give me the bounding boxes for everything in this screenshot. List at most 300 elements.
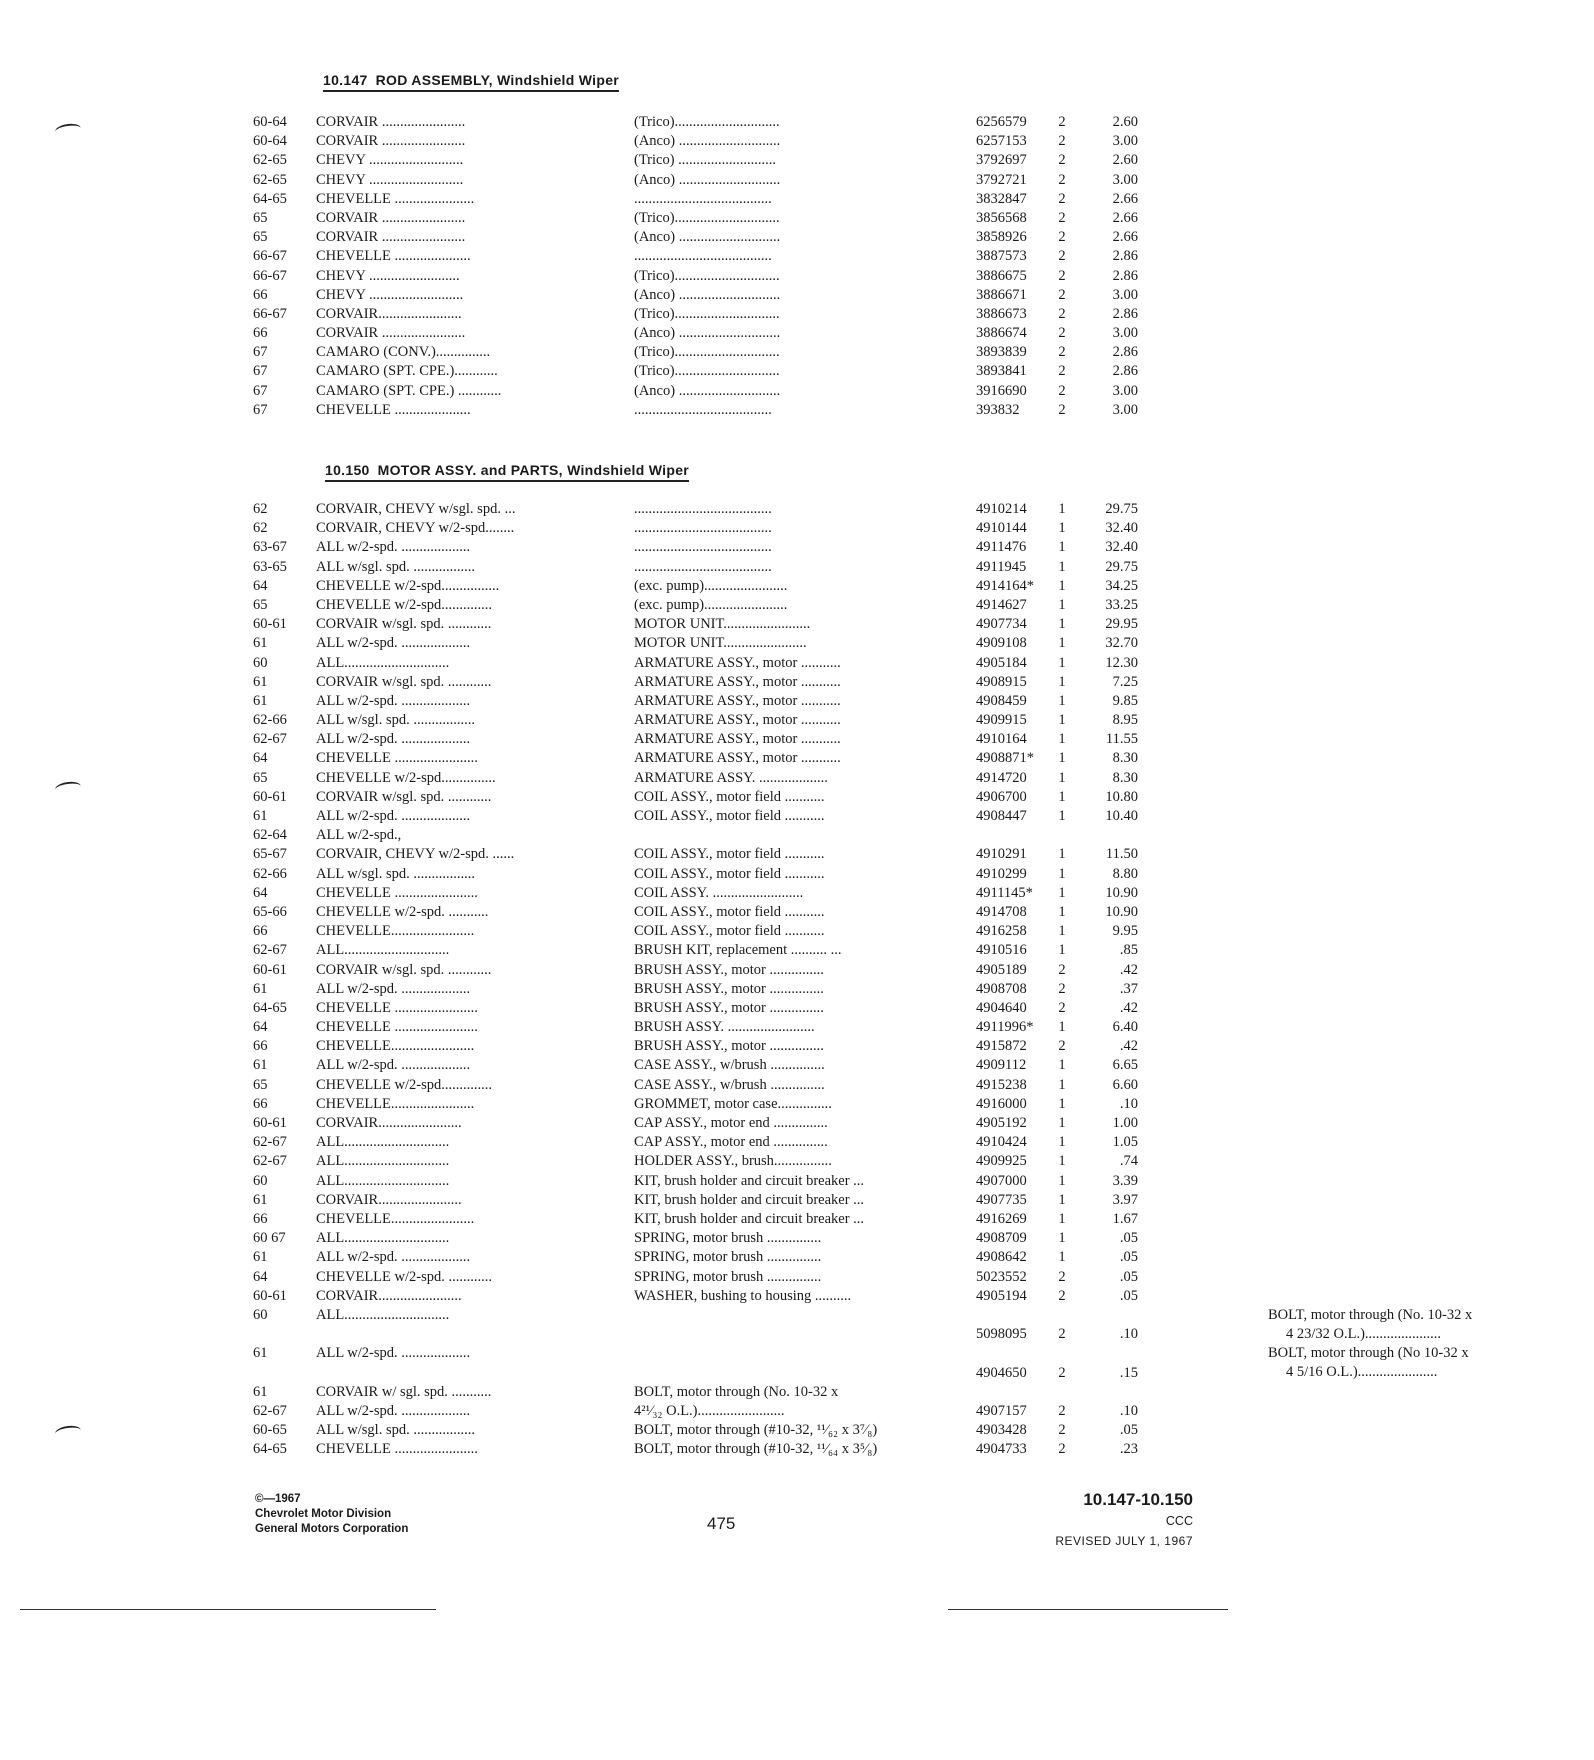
model-name: ALL w/sgl. spd. ................. xyxy=(316,558,475,575)
part-number: 3792721 xyxy=(976,171,1027,188)
part-number: 5098095 xyxy=(976,1326,1027,1343)
part-number: 393832 xyxy=(976,401,1020,418)
table-row xyxy=(0,1402,1248,1421)
price: 29.75 xyxy=(1105,558,1138,575)
part-number: 4909112 xyxy=(976,1057,1027,1074)
model-year: 65 xyxy=(253,209,268,226)
table-row xyxy=(0,267,1248,286)
part-number: 5023552 xyxy=(976,1268,1027,1285)
price: 3.00 xyxy=(1112,401,1138,418)
part-description: (Anco) ............................ xyxy=(634,133,781,150)
part-description: (Trico)............................. xyxy=(634,267,780,284)
price: .10 xyxy=(1119,1326,1138,1343)
price: 32.70 xyxy=(1105,635,1138,652)
model-name: CORVAIR ....................... xyxy=(316,229,466,246)
model-name: CHEVELLE ...................... xyxy=(316,190,475,207)
part-description: (exc. pump)....................... xyxy=(634,596,788,613)
model-name: ALL............................. xyxy=(316,1230,450,1247)
table-row xyxy=(0,1172,1248,1191)
section-title-rod-assembly xyxy=(323,72,619,92)
model-name: CHEVELLE....................... xyxy=(316,1095,475,1112)
price: .37 xyxy=(1119,980,1138,997)
part-description: BOLT, motor through (#10-32, ¹¹⁄₆₄ x 3⁵⁄₈) xyxy=(634,1441,878,1458)
quantity: 1 xyxy=(1058,558,1066,575)
part-description: BRUSH ASSY., motor ............... xyxy=(634,1038,824,1055)
quantity: 1 xyxy=(1058,673,1066,690)
part-number: 4911145* xyxy=(976,884,1033,901)
model-name: CHEVELLE w/2-spd.............. xyxy=(316,1076,492,1093)
part-description: (exc. pump)....................... xyxy=(634,577,788,594)
table-row xyxy=(0,1095,1248,1114)
model-year: 61 xyxy=(253,1345,268,1362)
model-year: 61 xyxy=(253,1383,268,1400)
model-name: CORVAIR....................... xyxy=(316,1115,462,1131)
model-name: CHEVELLE w/2-spd................ xyxy=(316,577,500,594)
quantity: 2 xyxy=(1058,1364,1066,1381)
model-year: 64-65 xyxy=(253,190,287,207)
table-row xyxy=(0,826,1248,845)
part-description: 4²¹⁄₃₂ O.L.)........................ xyxy=(634,1402,785,1419)
part-description: GROMMET, motor case............... xyxy=(634,1095,832,1112)
part-number: 4908709 xyxy=(976,1230,1027,1247)
model-year: 62-67 xyxy=(253,1402,287,1419)
model-name: CORVAIR, CHEVY w/2-spd. ...... xyxy=(316,846,515,863)
table-row xyxy=(0,286,1248,305)
part-number: 3858926 xyxy=(976,229,1027,246)
table-row xyxy=(0,1152,1248,1171)
part-description: (Trico) ........................... xyxy=(634,152,777,169)
price: .42 xyxy=(1119,999,1138,1016)
model-name: CORVAIR....................... xyxy=(316,1191,462,1208)
model-name: CORVAIR....................... xyxy=(316,1287,462,1304)
quantity: 1 xyxy=(1058,1134,1066,1151)
price: 2.86 xyxy=(1112,248,1138,265)
part-description: WASHER, bushing to housing .......... xyxy=(634,1287,852,1304)
price: .05 xyxy=(1119,1230,1138,1247)
price: 1.67 xyxy=(1112,1210,1138,1227)
model-year: 62-67 xyxy=(253,731,287,748)
part-description: COIL ASSY., motor field ........... xyxy=(634,865,825,882)
table-row xyxy=(0,999,1248,1018)
price: 3.97 xyxy=(1112,1191,1138,1208)
description-line: 4 5/16 O.L.)...................... xyxy=(1286,1364,1438,1381)
part-description: ...................................... xyxy=(634,190,772,207)
part-description: ...................................... xyxy=(634,501,772,517)
quantity: 2 xyxy=(1058,344,1066,361)
model-name: CHEVELLE ....................... xyxy=(316,884,478,901)
part-number: 3792697 xyxy=(976,152,1027,169)
quantity: 2 xyxy=(1058,1326,1066,1343)
part-description: (Trico)............................. xyxy=(634,209,780,226)
quantity: 2 xyxy=(1058,1441,1066,1458)
table-row xyxy=(0,788,1248,807)
part-number: 4914720 xyxy=(976,769,1027,786)
model-year: 62-65 xyxy=(253,152,287,169)
table-row xyxy=(0,343,1248,362)
model-name: CHEVELLE....................... xyxy=(316,923,475,940)
part-description: COIL ASSY., motor field ........... xyxy=(634,788,825,805)
model-year: 60-64 xyxy=(253,133,287,150)
price: 1.00 xyxy=(1112,1115,1138,1131)
table-row xyxy=(0,749,1248,768)
price: .42 xyxy=(1119,1038,1138,1055)
part-number: 6257153 xyxy=(976,133,1027,150)
table-row xyxy=(0,961,1248,980)
price: 3.00 xyxy=(1112,325,1138,342)
quantity: 1 xyxy=(1058,865,1066,882)
part-description: KIT, brush holder and circuit breaker ... xyxy=(634,1172,865,1189)
part-description: BOLT, motor through (#10-32, ¹¹⁄₆₂ x 3⁷⁄₈) xyxy=(634,1422,878,1438)
price: 2.86 xyxy=(1112,363,1138,380)
table-row xyxy=(0,807,1248,826)
part-description: COIL ASSY., motor field ........... xyxy=(634,923,825,940)
quantity: 2 xyxy=(1058,325,1066,342)
part-description: CAP ASSY., motor end ............... xyxy=(634,1134,828,1151)
quantity: 1 xyxy=(1058,942,1066,959)
quantity: 2 xyxy=(1058,363,1066,380)
part-description: ARMATURE ASSY., motor ........... xyxy=(634,750,841,767)
model-name: CHEVY .......................... xyxy=(316,171,464,188)
revision-date: REVISED JULY 1, 1967 xyxy=(1055,1534,1193,1548)
model-year: 63-67 xyxy=(253,539,287,556)
section-number: 10.150 xyxy=(325,462,370,478)
quantity: 2 xyxy=(1058,401,1066,418)
part-description: ARMATURE ASSY. ................... xyxy=(634,769,828,786)
model-name: ALL............................. xyxy=(316,942,450,959)
part-description xyxy=(1268,1306,1594,1344)
model-year: 62-67 xyxy=(253,1153,287,1170)
part-description: BRUSH KIT, replacement .......... ... xyxy=(634,942,842,959)
model-year: 65-66 xyxy=(253,903,287,920)
quantity: 1 xyxy=(1058,1230,1066,1247)
table-row xyxy=(0,190,1248,209)
catalog-code: CCC xyxy=(1165,1514,1193,1528)
part-number: 3832847 xyxy=(976,190,1027,207)
model-name: CORVAIR w/sgl. spd. ............ xyxy=(316,673,492,690)
table-row xyxy=(0,1306,1473,1344)
model-year: 66 xyxy=(253,1095,268,1112)
part-description xyxy=(1268,1344,1594,1382)
model-name: CAMARO (SPT. CPE.)............ xyxy=(316,363,498,380)
price: 3.00 xyxy=(1112,171,1138,188)
table-row xyxy=(0,903,1248,922)
model-year: 62 xyxy=(253,520,268,537)
quantity: 1 xyxy=(1058,808,1066,824)
quantity: 1 xyxy=(1058,501,1066,517)
table-row xyxy=(0,171,1248,190)
model-name: CORVAIR ....................... xyxy=(316,209,466,226)
model-year: 64 xyxy=(253,1019,268,1036)
quantity: 1 xyxy=(1058,692,1066,709)
part-description: ...................................... xyxy=(634,520,772,537)
table-row xyxy=(0,401,1248,420)
part-number: 3893841 xyxy=(976,363,1027,380)
model-name: CORVAIR w/ sgl. spd. ........... xyxy=(316,1383,492,1400)
model-year: 60-64 xyxy=(253,114,287,130)
part-description: COIL ASSY. ......................... xyxy=(634,884,804,901)
part-number: 4904650 xyxy=(976,1364,1027,1381)
model-year: 66 xyxy=(253,325,268,342)
table-row xyxy=(0,1037,1248,1056)
table-row xyxy=(0,1383,1248,1402)
model-year: 64-65 xyxy=(253,999,287,1016)
quantity: 2 xyxy=(1058,114,1066,130)
table-row xyxy=(0,324,1248,343)
model-name: CORVAIR ....................... xyxy=(316,114,466,130)
part-number: 4905184 xyxy=(976,654,1027,671)
part-number: 4910424 xyxy=(976,1134,1027,1151)
price: 10.80 xyxy=(1105,788,1138,805)
quantity: 1 xyxy=(1058,712,1066,729)
part-number: 4916269 xyxy=(976,1210,1027,1227)
part-number: 4905189 xyxy=(976,961,1027,978)
table-row xyxy=(0,1210,1248,1229)
price: 10.40 xyxy=(1105,808,1138,824)
part-number: 4908708 xyxy=(976,980,1027,997)
part-number: 4909925 xyxy=(976,1153,1027,1170)
quantity: 1 xyxy=(1058,788,1066,805)
part-description: (Trico)............................. xyxy=(634,114,780,130)
model-year: 67 xyxy=(253,344,268,361)
model-year: 63-65 xyxy=(253,558,287,575)
price: 8.30 xyxy=(1112,769,1138,786)
model-year: 67 xyxy=(253,401,268,418)
part-description: BRUSH ASSY., motor ............... xyxy=(634,999,824,1016)
model-year: 64-65 xyxy=(253,1441,287,1458)
model-name: CHEVELLE w/2-spd............... xyxy=(316,769,496,786)
price: 8.80 xyxy=(1112,865,1138,882)
quantity: 1 xyxy=(1058,1210,1066,1227)
part-number: 4914164* xyxy=(976,577,1034,594)
model-name: CORVAIR, CHEVY w/2-spd........ xyxy=(316,520,515,537)
quantity: 1 xyxy=(1058,1095,1066,1112)
quantity: 2 xyxy=(1058,382,1066,399)
quantity: 1 xyxy=(1058,1172,1066,1189)
part-description: ARMATURE ASSY., motor ........... xyxy=(634,673,841,690)
model-name: ALL w/2-spd. ................... xyxy=(316,1345,471,1362)
model-year: 60-61 xyxy=(253,788,287,805)
part-number: 4911945 xyxy=(976,558,1027,575)
quantity: 2 xyxy=(1058,1287,1066,1304)
part-number: 3887573 xyxy=(976,248,1027,265)
part-description: CASE ASSY., w/brush ............... xyxy=(634,1057,825,1074)
model-name: CORVAIR w/sgl. spd. ............ xyxy=(316,788,492,805)
quantity: 2 xyxy=(1058,286,1066,303)
table-row xyxy=(0,615,1248,634)
quantity: 1 xyxy=(1058,846,1066,863)
model-name: CHEVY .......................... xyxy=(316,152,464,169)
price: .05 xyxy=(1119,1422,1138,1438)
price: .10 xyxy=(1119,1402,1138,1419)
price: .05 xyxy=(1119,1287,1138,1304)
table-row xyxy=(0,538,1248,557)
part-description: (Anco) ............................ xyxy=(634,171,781,188)
quantity: 1 xyxy=(1058,731,1066,748)
table-row xyxy=(0,1344,1469,1382)
model-name: ALL w/2-spd., xyxy=(316,827,402,844)
quantity: 2 xyxy=(1058,1038,1066,1055)
model-year: 65-67 xyxy=(253,846,287,863)
quantity: 1 xyxy=(1058,654,1066,671)
price: 8.30 xyxy=(1112,750,1138,767)
quantity: 1 xyxy=(1058,577,1066,594)
table-row xyxy=(0,151,1248,170)
model-year: 62-67 xyxy=(253,1134,287,1151)
part-description: KIT, brush holder and circuit breaker ... xyxy=(634,1210,865,1227)
part-description: ...................................... xyxy=(634,539,772,556)
model-name: CHEVELLE ....................... xyxy=(316,750,478,767)
model-name: CORVAIR....................... xyxy=(316,305,462,322)
description-line: BOLT, motor through (No. 10-32 x xyxy=(1268,1306,1473,1323)
part-number: 4908915 xyxy=(976,673,1027,690)
section-number: 10.147 xyxy=(323,72,368,88)
model-name: CHEVY ......................... xyxy=(316,267,460,284)
price: .74 xyxy=(1119,1153,1138,1170)
price: 8.95 xyxy=(1112,712,1138,729)
model-name: ALL w/2-spd. ................... xyxy=(316,1249,471,1266)
model-name: ALL w/2-spd. ................... xyxy=(316,539,471,556)
model-year: 67 xyxy=(253,382,268,399)
model-year: 66 xyxy=(253,923,268,940)
part-description: (Anco) ............................ xyxy=(634,229,781,246)
model-name: ALL w/2-spd. ................... xyxy=(316,731,471,748)
part-number: 4908871* xyxy=(976,750,1034,767)
part-description: SPRING, motor brush ............... xyxy=(634,1249,822,1266)
price: 12.30 xyxy=(1105,654,1138,671)
model-name: CHEVELLE ....................... xyxy=(316,1019,478,1036)
model-year: 66-67 xyxy=(253,248,287,265)
table-row xyxy=(0,1191,1248,1210)
part-number: 4905192 xyxy=(976,1115,1027,1131)
model-name: ALL w/2-spd. ................... xyxy=(316,1057,471,1074)
motor-assy-table xyxy=(0,500,1473,1459)
price: 7.25 xyxy=(1112,673,1138,690)
part-description: ...................................... xyxy=(634,248,772,265)
model-year: 62-66 xyxy=(253,865,287,882)
quantity: 1 xyxy=(1058,520,1066,537)
price: 29.95 xyxy=(1105,616,1138,633)
model-year: 64 xyxy=(253,1268,268,1285)
part-description: (Trico)............................. xyxy=(634,344,780,361)
quantity: 2 xyxy=(1058,999,1066,1016)
table-row xyxy=(0,500,1248,519)
quantity: 1 xyxy=(1058,1057,1066,1074)
quantity: 1 xyxy=(1058,1076,1066,1093)
model-year: 64 xyxy=(253,750,268,767)
quantity: 2 xyxy=(1058,980,1066,997)
model-year: 61 xyxy=(253,808,268,824)
table-row xyxy=(0,519,1248,538)
part-number: 4904733 xyxy=(976,1441,1027,1458)
model-name: CHEVELLE w/2-spd.............. xyxy=(316,596,492,613)
quantity: 2 xyxy=(1058,267,1066,284)
model-year: 61 xyxy=(253,673,268,690)
quantity: 2 xyxy=(1058,305,1066,322)
table-row xyxy=(0,1268,1248,1287)
part-description: CAP ASSY., motor end ............... xyxy=(634,1115,828,1131)
model-name: ALL w/2-spd. ................... xyxy=(316,980,471,997)
price: 10.90 xyxy=(1105,903,1138,920)
model-year: 60 67 xyxy=(253,1230,286,1247)
quantity: 2 xyxy=(1058,248,1066,265)
model-name: ALL w/2-spd. ................... xyxy=(316,1402,471,1419)
part-number: 3886671 xyxy=(976,286,1027,303)
table-row xyxy=(0,730,1248,749)
model-year: 64 xyxy=(253,884,268,901)
part-description: MOTOR UNIT........................ xyxy=(634,616,811,633)
price: 6.65 xyxy=(1112,1057,1138,1074)
quantity: 1 xyxy=(1058,923,1066,940)
part-number: 4908642 xyxy=(976,1249,1027,1266)
model-year: 66 xyxy=(253,1038,268,1055)
publisher-block xyxy=(255,1492,408,1537)
model-year: 65 xyxy=(253,769,268,786)
table-row xyxy=(0,247,1248,266)
part-number: 4908447 xyxy=(976,808,1027,824)
quantity: 1 xyxy=(1058,903,1066,920)
quantity: 1 xyxy=(1058,596,1066,613)
quantity: 1 xyxy=(1058,750,1066,767)
part-number: 3886673 xyxy=(976,305,1027,322)
model-year: 60-61 xyxy=(253,961,287,978)
quantity: 1 xyxy=(1058,769,1066,786)
section-range: 10.147-10.150 xyxy=(1083,1490,1193,1509)
part-description: SPRING, motor brush ............... xyxy=(634,1268,822,1285)
model-name: CHEVELLE ....................... xyxy=(316,1441,478,1458)
model-year: 67 xyxy=(253,363,268,380)
part-number: 3856568 xyxy=(976,209,1027,226)
model-year: 60-61 xyxy=(253,616,287,633)
part-description: (Anco) ............................ xyxy=(634,286,781,303)
price: 3.00 xyxy=(1112,382,1138,399)
model-name: CHEVELLE w/2-spd. ............ xyxy=(316,1268,492,1285)
part-description: CASE ASSY., w/brush ............... xyxy=(634,1076,825,1093)
part-number: 4910516 xyxy=(976,942,1027,959)
copyright: ©—1967 xyxy=(255,1493,301,1505)
model-name: ALL w/sgl. spd. ................. xyxy=(316,865,475,882)
section-title-motor-assy xyxy=(325,462,689,482)
price: .05 xyxy=(1119,1268,1138,1285)
table-row xyxy=(0,1229,1248,1248)
price: 6.60 xyxy=(1112,1076,1138,1093)
scan-line xyxy=(948,1609,1228,1610)
part-description: (Trico)............................. xyxy=(634,363,780,380)
model-year: 66-67 xyxy=(253,267,287,284)
model-name: ALL............................. xyxy=(316,1172,450,1189)
table-row xyxy=(0,1421,1248,1440)
quantity: 2 xyxy=(1058,229,1066,246)
price: 2.66 xyxy=(1112,209,1138,226)
part-number: 4907734 xyxy=(976,616,1027,633)
section-heading: ROD ASSEMBLY, Windshield Wiper xyxy=(375,72,620,88)
model-year: 61 xyxy=(253,980,268,997)
part-number: 4910291 xyxy=(976,846,1027,863)
model-name: ALL............................. xyxy=(316,1306,450,1323)
part-description: ...................................... xyxy=(634,401,772,418)
model-name: CAMARO (SPT. CPE.) ............ xyxy=(316,382,502,399)
model-name: CAMARO (CONV.)............... xyxy=(316,344,491,361)
price: .10 xyxy=(1119,1095,1138,1112)
quantity: 1 xyxy=(1058,1115,1066,1131)
part-description: ARMATURE ASSY., motor ........... xyxy=(634,654,841,671)
table-row xyxy=(0,209,1248,228)
price: 2.86 xyxy=(1112,344,1138,361)
part-number: 4907000 xyxy=(976,1172,1027,1189)
table-row xyxy=(0,769,1248,788)
part-number: 4910164 xyxy=(976,731,1027,748)
price: 34.25 xyxy=(1105,577,1138,594)
description-line: BOLT, motor through (No 10-32 x xyxy=(1268,1345,1469,1362)
